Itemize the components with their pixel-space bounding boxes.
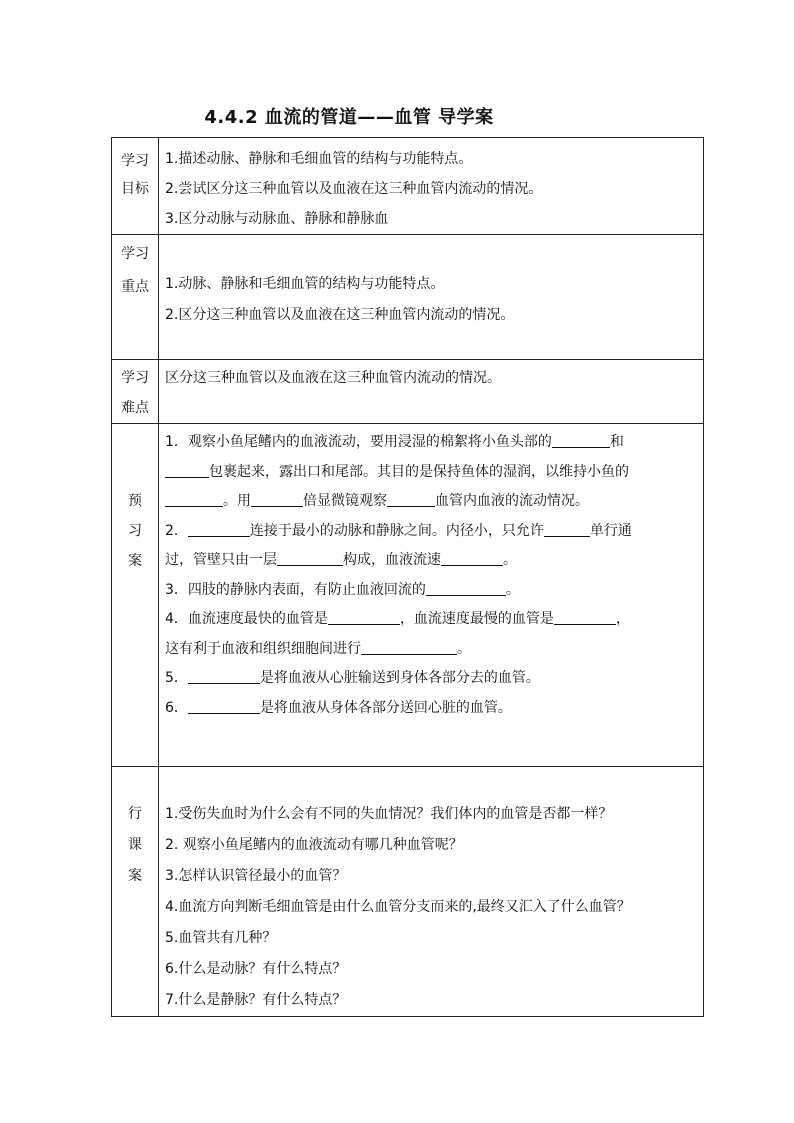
goal-line: 1.描述动脉、静脉和毛细血管的结构与功能特点。 — [165, 151, 473, 167]
text: 2． — [165, 522, 188, 539]
answer-blank[interactable] — [387, 491, 435, 507]
preview-line-3 — [165, 487, 703, 517]
label-difficulty — [112, 360, 159, 424]
label-line: 行 — [128, 806, 142, 822]
label-line: 学习 — [121, 153, 149, 169]
answer-blank[interactable] — [552, 432, 610, 448]
answer-blank[interactable] — [544, 521, 590, 537]
text: ，血流速度最慢的血管是 — [399, 611, 554, 627]
label-line: 学习 — [121, 370, 149, 386]
key-point-line: 1.动脉、静脉和毛细血管的结构与功能特点。 — [165, 276, 445, 292]
label-line: 预 — [128, 493, 142, 509]
text: 单行通 — [589, 522, 632, 539]
label-line: 重点 — [121, 279, 149, 295]
text: 6． — [165, 699, 188, 716]
label-line: 案 — [128, 868, 142, 884]
row-lesson — [112, 767, 704, 1017]
content-preview — [159, 424, 704, 767]
answer-blank[interactable] — [554, 609, 616, 625]
lesson-question: 5.血管共有几种？ — [165, 930, 277, 946]
text: 4．血流速度最快的血管是 — [165, 611, 328, 627]
text: 是将血液从身体各部分送回心脏的血管。 — [259, 699, 512, 716]
lesson-question: 6.什么是动脉？有什么特点？ — [165, 961, 347, 977]
goal-line: 3.区分动脉与动脉血、静脉和静脉血 — [165, 211, 389, 227]
text: 构成，血液流速 — [343, 552, 441, 568]
lesson-question: 1.受伤失血时为什么会有不同的失血情况？我们体内的血管是否都一样？ — [165, 806, 613, 822]
row-preview — [112, 424, 704, 767]
answer-blank[interactable] — [441, 550, 503, 566]
content-key-points — [159, 235, 704, 360]
text: 连接于最小的动脉和静脉之间。内径小，只允许 — [249, 522, 544, 539]
label-line: 案 — [128, 553, 142, 569]
label-key-points — [112, 235, 159, 360]
text: 包裹起来，露出口和尾部。其目的是保持鱼体的湿润，以维持小鱼的 — [209, 463, 629, 480]
answer-blank[interactable] — [188, 698, 260, 714]
preview-line-6 — [165, 576, 703, 606]
preview-line-8 — [165, 635, 703, 665]
lesson-question: 2. 观察小鱼尾鳍内的血液流动有哪几种血管呢？ — [165, 837, 463, 853]
preview-line-9 — [165, 664, 703, 694]
answer-blank[interactable] — [426, 580, 506, 596]
text: 是将血液从心脏输送到身体各部分去的血管。 — [259, 670, 540, 686]
answer-blank[interactable] — [251, 491, 303, 507]
label-line: 学习 — [121, 246, 149, 262]
preview-line-5 — [165, 546, 703, 576]
preview-line-2 — [165, 458, 703, 488]
label-line: 难点 — [121, 400, 149, 416]
content-difficulty — [159, 360, 704, 424]
answer-blank[interactable] — [328, 609, 400, 625]
text: 5． — [165, 670, 188, 686]
row-key-points — [112, 235, 704, 360]
preview-line-10 — [165, 694, 703, 724]
text: 倍显微镜观察 — [303, 493, 387, 509]
page-title: 4.4.2 血流的管道——血管 导学案 — [204, 107, 494, 128]
label-lesson — [112, 767, 159, 1017]
text: 1．观察小鱼尾鳍内的血液流动，要用浸湿的棉絮将小鱼头部的 — [165, 434, 552, 450]
answer-blank[interactable] — [165, 491, 223, 507]
answer-blank[interactable] — [188, 521, 250, 537]
goal-line: 2.尝试区分这三种血管以及血液在这三种血管内流动的情况。 — [165, 181, 543, 197]
difficulty-line: 区分这三种血管以及血液在这三种血管内流动的情况。 — [165, 370, 501, 386]
label-line: 目标 — [121, 181, 149, 197]
answer-blank[interactable] — [277, 550, 343, 566]
text: 。用 — [223, 493, 251, 509]
answer-blank[interactable] — [165, 462, 209, 478]
preview-line-1 — [165, 428, 703, 458]
lesson-question: 7.什么是静脉？有什么特点？ — [165, 992, 347, 1008]
lesson-question: 4.血流方向判断毛细血管是由什么血管分支而来的,最终又汇入了什么血管？ — [165, 899, 631, 915]
label-line: 习 — [128, 523, 142, 539]
text: 过，管壁只由一层 — [165, 552, 277, 568]
text: 。 — [457, 640, 471, 657]
worksheet-table — [111, 137, 704, 1017]
content-goals — [159, 138, 704, 235]
text: 和 — [609, 434, 624, 450]
row-goals — [112, 138, 704, 235]
text: 。 — [503, 552, 517, 568]
answer-blank[interactable] — [188, 668, 260, 684]
row-difficulty — [112, 360, 704, 424]
answer-blank[interactable] — [361, 639, 457, 655]
label-goals — [112, 138, 159, 235]
label-preview — [112, 424, 159, 767]
preview-line-7 — [165, 605, 703, 635]
lesson-question: 3.怎样认识管径最小的血管？ — [165, 868, 347, 884]
text: 3．四肢的静脉内表面，有防止血液回流的 — [165, 581, 426, 598]
label-line: 课 — [128, 837, 142, 853]
preview-line-4 — [165, 517, 703, 547]
text: ， — [615, 611, 630, 627]
content-lesson — [159, 767, 704, 1017]
text: 这有利于血液和组织细胞间进行 — [165, 640, 361, 657]
text: 血管内血液的流动情况。 — [435, 493, 589, 509]
text: 。 — [505, 581, 520, 598]
key-point-line: 2.区分这三种血管以及血液在这三种血管内流动的情况。 — [165, 307, 515, 323]
